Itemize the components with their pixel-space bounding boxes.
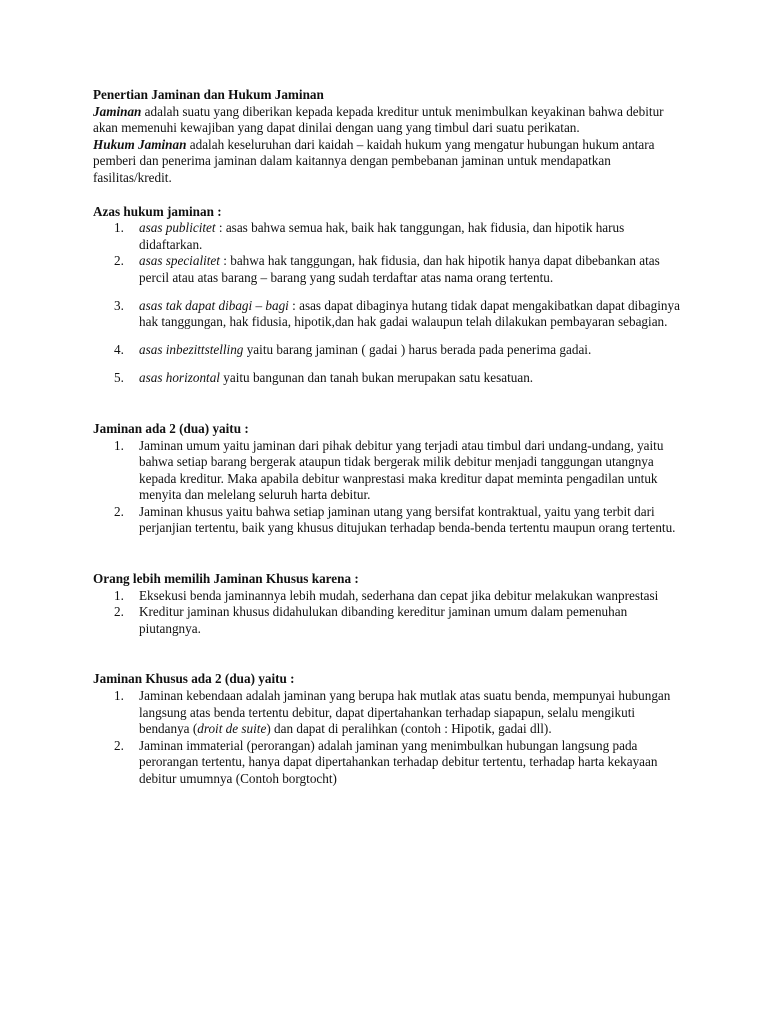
list-item bbox=[93, 604, 683, 637]
list-text: yaitu bangunan dan tanah bukan merupakan satu kesatuan. bbox=[223, 370, 534, 386]
list-item bbox=[93, 504, 683, 537]
list-term: asas horizontal bbox=[139, 370, 220, 386]
list-number: 1. bbox=[114, 220, 124, 236]
list-term: asas publicitet bbox=[139, 220, 216, 236]
khusus-list bbox=[93, 688, 683, 788]
azas-list bbox=[93, 220, 683, 286]
list-item bbox=[93, 298, 683, 331]
list-number: 5. bbox=[114, 370, 124, 386]
list-item bbox=[93, 253, 683, 286]
azas-list-cont bbox=[93, 298, 683, 331]
memilih-list bbox=[93, 588, 683, 638]
list-text: Kreditur jaminan khusus didahulukan dibanding kereditur jaminan umum dalam pemenuhan piutangnya. bbox=[139, 604, 628, 636]
doc-title: Penertian Jaminan dan Hukum Jaminan bbox=[93, 87, 324, 102]
list-item bbox=[93, 688, 683, 738]
list-text: yaitu barang jaminan ( gadai ) harus berada pada penerima gadai. bbox=[246, 341, 592, 357]
list-text: Jaminan khusus yaitu bahwa setiap jaminan utang yang bersifat kontraktual, yaitu yang terbit dari perjanjian tertentu, baik yang khusus ditujukan terhadap benda-benda tertentu maupun orang tertentu. bbox=[139, 503, 676, 536]
list-text: Jaminan kebendaan adalah jaminan yang berupa hak mutlak atas suatu benda, mempunyai hubungan langsung atas benda tertentu debitur, dapat dipertahankan terhadap siapapun, selalu mengikuti bendanya ( bbox=[139, 688, 671, 737]
list-sep: : bbox=[288, 297, 300, 313]
list-item bbox=[93, 220, 683, 253]
list-text: Jaminan immaterial (perorangan) adalah jaminan yang menimbulkan hubungan langsung pada perorangan tertentu, hanya dapat dipertahankan terhadap debitur tertentu, terhadap harta kekayaan debitur umumnya (Contoh borgtocht) bbox=[139, 737, 658, 786]
list-number: 2. bbox=[114, 503, 124, 519]
list-term: asas specialitet bbox=[139, 253, 220, 269]
list-item bbox=[93, 342, 683, 359]
list-number: 1. bbox=[114, 587, 124, 603]
list-text: ) dan dapat di peralihkan (contoh : Hipotik, gadai dll). bbox=[266, 721, 552, 737]
list-text: asas bahwa semua hak, baik hak tanggungan, hak fidusia, dan hipotik harus didaftarkan. bbox=[139, 220, 625, 252]
section-heading-azas: Azas hukum jaminan : bbox=[93, 203, 222, 219]
list-text: Eksekusi benda jaminannya lebih mudah, sederhana dan cepat jika debitur melakukan wanprestasi bbox=[139, 587, 659, 603]
list-item bbox=[93, 370, 683, 387]
definition-term: Jaminan bbox=[93, 103, 142, 119]
jaminan-list bbox=[93, 438, 683, 538]
list-number: 2. bbox=[114, 604, 124, 620]
list-item bbox=[93, 588, 683, 605]
list-number: 1. bbox=[114, 437, 124, 453]
list-number: 3. bbox=[114, 297, 124, 313]
list-number: 1. bbox=[114, 688, 124, 704]
section-heading-khusus: Jaminan Khusus ada 2 (dua) yaitu : bbox=[93, 671, 295, 687]
section-heading-jaminan: Jaminan ada 2 (dua) yaitu : bbox=[93, 420, 249, 436]
section-heading-memilih: Orang lebih memilih Jaminan Khusus karena : bbox=[93, 571, 359, 587]
list-sep: : bbox=[215, 220, 226, 236]
list-term: asas tak dapat dibagi – bagi bbox=[139, 297, 289, 313]
list-item bbox=[93, 738, 683, 788]
definition-text: adalah keseluruhan dari kaidah – kaidah hukum yang mengatur hubungan hukum antara pemberi dan penerima jaminan dalam kaitannya dengan pembebanan jaminan untuk mendapatkan fasilitas/kredit. bbox=[93, 136, 655, 185]
definition-text: adalah suatu yang diberikan kepada kepada kreditur untuk menimbulkan keyakinan bahwa debitur akan memenuhi kewajiban yang dapat dinilai dengan uang yang timbul dari suatu perikatan. bbox=[93, 103, 664, 136]
list-text: Jaminan umum yaitu jaminan dari pihak debitur yang terjadi atau timbul dari undang-undang, yaitu bahwa setiap barang bergerak ataupun tidak bergerak milik debitur menjadi tanggungan utangnya kepada kreditur. Maka apabila debitur wanprestasi maka kreditur dapat meminta pengadilan untuk menyita dan melelang seluruh harta debitur. bbox=[139, 437, 664, 503]
list-term: droit de suite bbox=[197, 721, 267, 737]
list-sep: : bbox=[219, 253, 231, 269]
list-term: asas inbezittstelling bbox=[139, 341, 244, 357]
list-item bbox=[93, 438, 683, 504]
list-text: asas dapat dibaginya hutang tidak dapat mengakibatkan dapat dibaginya hak tanggungan, hak fidusia, hipotik,dan hak gadai walaupun telah dilakukan pembayaran sebagian. bbox=[139, 297, 680, 330]
azas-list-cont bbox=[93, 342, 683, 359]
definition-hukum-jaminan bbox=[93, 137, 683, 187]
definition-term: Hukum Jaminan bbox=[93, 136, 187, 152]
list-number: 2. bbox=[114, 737, 124, 753]
azas-list-cont bbox=[93, 370, 683, 387]
list-text: bahwa hak tanggungan, hak fidusia, dan hak hipotik hanya dapat dibebankan atas percil atau atas barang – barang yang sudah terdaftar atas nama orang tertentu. bbox=[139, 253, 660, 285]
list-number: 2. bbox=[114, 253, 124, 269]
document-body bbox=[93, 87, 683, 788]
definition-jaminan bbox=[93, 104, 683, 137]
list-number: 4. bbox=[114, 341, 124, 357]
